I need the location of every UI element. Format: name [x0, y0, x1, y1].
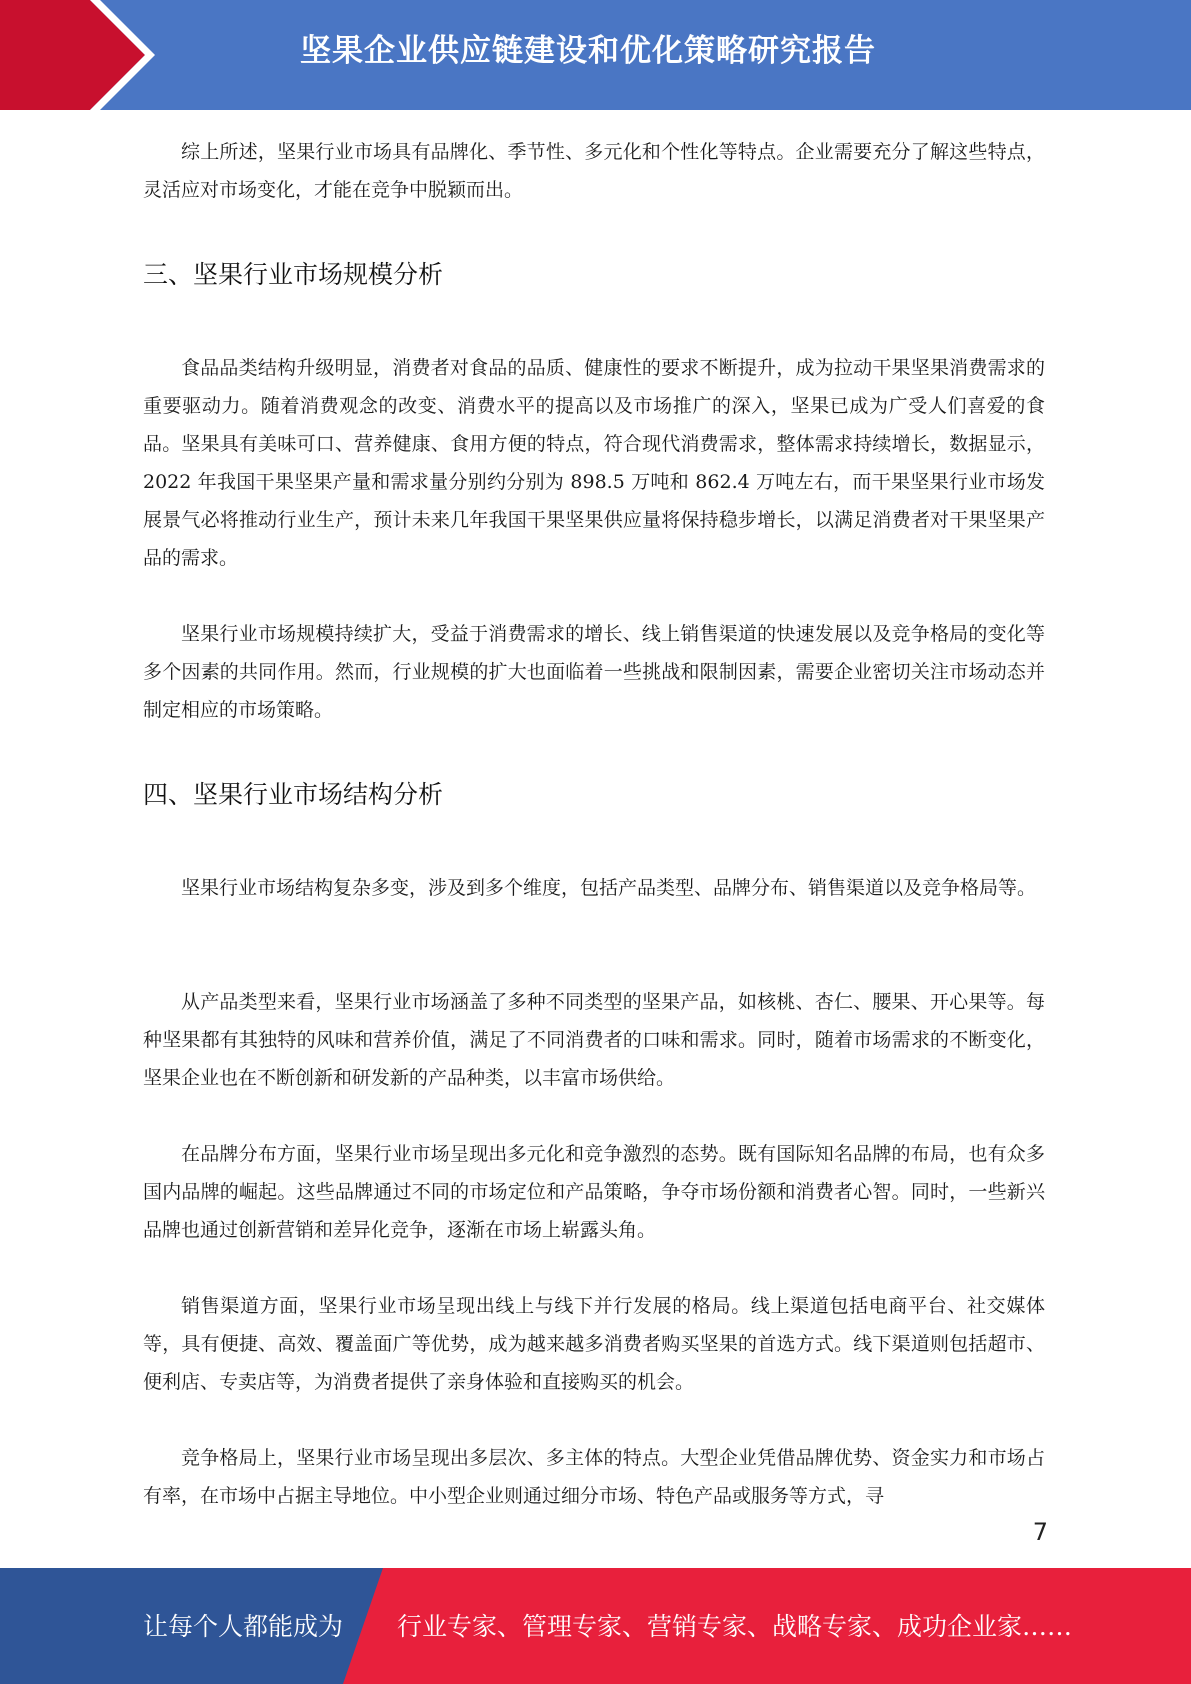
paragraph-market-size-1: 食品品类结构升级明显，消费者对食品的品质、健康性的要求不断提升，成为拉动干果坚果消费需求的重要驱动力。随着消费观念的改变、消费水平的提高以及市场推广的深入，坚果已成为广受人们喜爱的食品。坚果具有美味可口、营养健康、食用方便的特点，符合现代消费需求，整体需求持续增长，数据显示，2022 年我国干果坚果产量和需求量分别约分别为 898.5 万吨和 862.4 万吨左右，而干果坚果行业市场发展景气必将推动行业生产，预计未来几年我国干果坚果供应量将保持稳步增长，以满足消费者对干果坚果产品的需求。 [143, 357, 1045, 569]
footer-slogan-right: 行业专家、管理专家、营销专家、战略专家、成功企业家…… [397, 1612, 1073, 1641]
paragraph-structure-intro: 坚果行业市场结构复杂多变，涉及到多个维度，包括产品类型、品牌分布、销售渠道以及竞争格局等。 [181, 877, 1037, 899]
footer-slogan-left: 让每个人都能成为 [143, 1612, 344, 1641]
page-header [0, 0, 1191, 110]
page-footer [0, 1568, 1191, 1684]
page-number: 7 [1032, 1518, 1048, 1546]
paragraph-product-types: 从产品类型来看，坚果行业市场涵盖了多种不同类型的坚果产品，如核桃、杏仁、腰果、开心果等。每种坚果都有其独特的风味和营养价值，满足了不同消费者的口味和需求。同时，随着市场需求的不断变化，坚果企业也在不断创新和研发新的产品种类，以丰富市场供给。 [143, 991, 1045, 1089]
paragraph-sales-channels: 销售渠道方面，坚果行业市场呈现出线上与线下并行发展的格局。线上渠道包括电商平台、社交媒体等，具有便捷、高效、覆盖面广等优势，成为越来越多消费者购买坚果的首选方式。线下渠道则包括超市、便利店、专卖店等，为消费者提供了亲身体验和直接购买的机会。 [143, 1295, 1045, 1393]
report-title: 坚果企业供应链建设和优化策略研究报告 [300, 33, 876, 69]
section-heading-market-size: 三、坚果行业市场规模分析 [143, 260, 444, 289]
section-heading-market-structure: 四、坚果行业市场结构分析 [143, 780, 444, 809]
paragraph-competition: 竞争格局上，坚果行业市场呈现出多层次、多主体的特点。大型企业凭借品牌优势、资金实力和市场占有率，在市场中占据主导地位。中小型企业则通过细分市场、特色产品或服务等方式，寻 [143, 1447, 1045, 1507]
paragraph-market-size-2: 坚果行业市场规模持续扩大，受益于消费需求的增长、线上销售渠道的快速发展以及竞争格局的变化等多个因素的共同作用。然而，行业规模的扩大也面临着一些挑战和限制因素，需要企业密切关注市场动态并制定相应的市场策略。 [143, 623, 1045, 721]
paragraph-summary: 综上所述，坚果行业市场具有品牌化、季节性、多元化和个性化等特点。企业需要充分了解这些特点，灵活应对市场变化，才能在竞争中脱颖而出。 [143, 141, 1045, 201]
paragraph-brand-distribution: 在品牌分布方面，坚果行业市场呈现出多元化和竞争激烈的态势。既有国际知名品牌的布局，也有众多国内品牌的崛起。这些品牌通过不同的市场定位和产品策略，争夺市场份额和消费者心智。同时，一些新兴品牌也通过创新营销和差异化竞争，逐渐在市场上崭露头角。 [143, 1143, 1045, 1241]
